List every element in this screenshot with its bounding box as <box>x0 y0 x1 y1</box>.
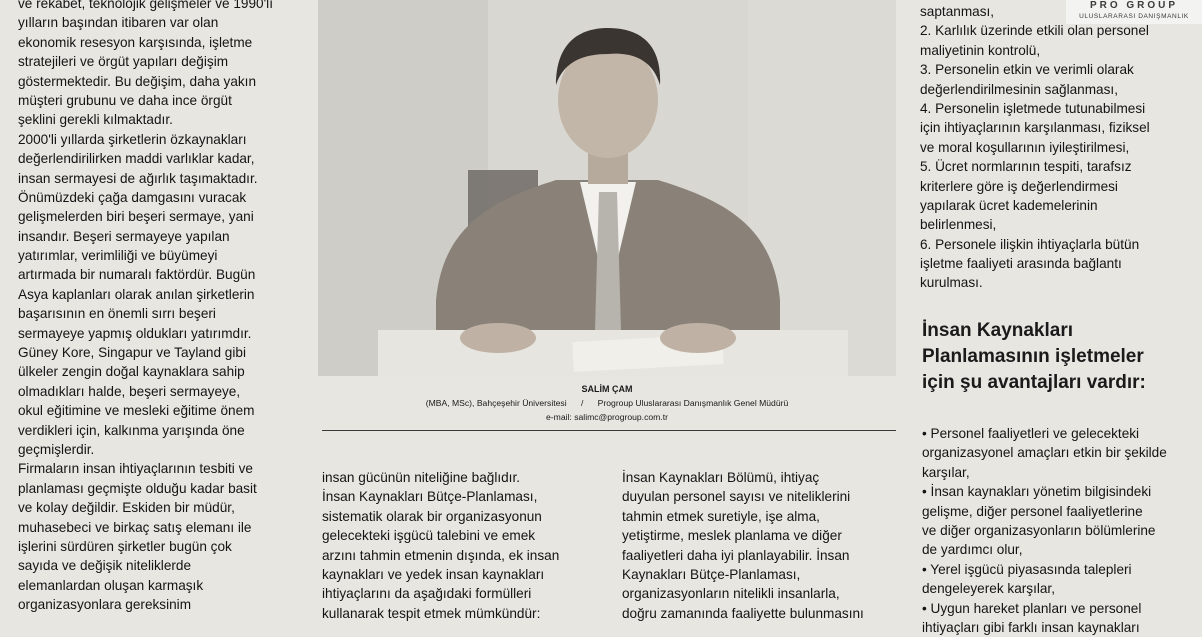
heading-line: Planlamasının işletmeler <box>922 346 1144 367</box>
text-line: sayıda ve değişik niteliklerde <box>18 558 192 574</box>
text-line: organizasyonlara gereksinim <box>18 597 192 613</box>
text-line: göstermektedir. Bu değişim, daha yakın <box>18 73 257 89</box>
caption-name: SALİM ÇAM <box>581 384 633 394</box>
text-line: verdikleri için, kalkınma yarışında öne <box>18 422 245 438</box>
text-line: saptanması, <box>920 4 995 19</box>
text-line: doğru zamanında faaliyette bulunmasını <box>622 605 864 621</box>
text-line: planlaması geçmişte olduğu kadar basit <box>18 480 257 496</box>
caption-credentials <box>318 396 896 410</box>
text-line: ülkeler zengin doğal kaynaklara sahip <box>18 364 245 380</box>
text-line: 4. Personelin işletmede tutunabilmesi <box>920 100 1146 116</box>
text-line: belirlenmesi, <box>920 217 997 233</box>
caption-position: Progroup Uluslararası Danışmanlık Genel Müdürü <box>597 398 789 408</box>
right-article-column <box>920 2 1200 293</box>
text-line: maliyetinin kontrolü, <box>920 42 1041 58</box>
text-line: İnsan Kaynakları Bütçe-Planlaması, <box>322 489 538 505</box>
text-line: müşteri grubunu ve daha ince örgüt <box>18 92 232 108</box>
text-line: değerlendirilmesinin sağlanması, <box>920 81 1118 97</box>
text-line: elemanlardan oluşan karmaşık <box>18 577 204 593</box>
text-line: 2. Karlılık üzerinde etkili olan personel <box>920 23 1149 39</box>
section-heading <box>922 318 1202 396</box>
advantages-list <box>922 424 1202 637</box>
text-line: kurulması. <box>920 275 983 291</box>
text-line: stratejileri ve örgüt yapıları değişim <box>18 54 229 70</box>
caption-education: (MBA, MSc), Bahçeşehir Üniversitesi <box>425 398 567 408</box>
text-line: gelecekteki işgücü talebini ve emek <box>322 528 536 544</box>
caption-divider <box>322 430 896 431</box>
logo-tagline: ULUSLARARASI DANIŞMANLIK <box>1079 13 1189 20</box>
text-line: Güney Kore, Singapur ve Tayland gibi <box>18 345 246 361</box>
text-line: insan sermayesi de ağırlık taşımaktadır. <box>18 170 258 186</box>
caption-email: e-mail: salimc@progroup.com.tr <box>546 412 668 422</box>
middle-article-column-2 <box>622 468 912 623</box>
list-line: • İnsan kaynakları yönetim bilgisindeki <box>922 484 1152 500</box>
text-line: Asya kaplanları olarak anılan şirketlerin <box>18 286 255 302</box>
text-line: başarısının en önemli sırrı beşeri <box>18 306 216 322</box>
text-line: değerlendirilirken maddi varlıklar kadar, <box>18 151 255 167</box>
list-line: • Personel faaliyetleri ve gelecekteki <box>922 426 1140 441</box>
text-line: tahmin etmek suretiyle, işe alma, <box>622 508 820 524</box>
heading-line: İnsan Kaynakları <box>922 320 1074 341</box>
text-line: ekonomik resesyon karşısında, işletme <box>18 34 253 50</box>
text-line: geçmişlerdir. <box>18 441 95 457</box>
text-line: yılların başından itibaren var olan <box>18 15 219 31</box>
text-line: 5. Ücret normlarının tespiti, tarafsız <box>920 159 1132 175</box>
text-line: muhasebeci ve birkaç satış elemanı ile <box>18 519 252 535</box>
list-line: ve diğer organizasyonların bölümlerine <box>922 522 1156 538</box>
text-line: insan gücünün niteliğine bağlıdır. <box>322 470 521 485</box>
text-line: ve moral koşullarının iyileştirilmesi, <box>920 139 1130 155</box>
caption-separator: / <box>580 398 584 408</box>
text-line: işlerini sürdüren şirketler bugün çok <box>18 538 232 554</box>
text-line: işletme faaliyeti arasında bağlantı <box>920 256 1122 272</box>
text-line: yapılarak ücret kademelerinin <box>920 197 1098 213</box>
text-line: okul eğitimine ve mesleki eğitime önem <box>18 403 255 419</box>
text-line: İnsan Kaynakları Bölümü, ihtiyaç <box>622 470 820 485</box>
text-line: kriterlere göre iş değerlendirmesi <box>920 178 1118 194</box>
text-line: sermayeye yapmış oldukları yatırımdır. <box>18 325 252 341</box>
list-line: de yardımcı olur, <box>922 542 1023 558</box>
text-line: şeklini gerekli kılmaktadır. <box>18 112 173 128</box>
text-line: kaynakları ve yedek insan kaynakları <box>322 566 545 582</box>
list-line: gelişme, diğer personel faaliyetlerine <box>922 503 1143 519</box>
middle-article-column-1 <box>322 468 612 623</box>
heading-line: için şu avantajları vardır: <box>922 372 1146 393</box>
text-line: Önümüzdeki çağa damgasını vuracak <box>18 189 247 205</box>
list-line: karşılar, <box>922 464 970 480</box>
text-line: ihtiyaçlarını da aşağıdaki formülleri <box>322 586 532 602</box>
text-line: organizasyonların nitelikli insanlarla, <box>622 586 840 602</box>
list-line: • Uygun hareket planları ve personel <box>922 600 1142 616</box>
left-article-column <box>18 0 308 615</box>
text-line: Firmaların insan ihtiyaçlarının tesbiti ve <box>18 461 253 477</box>
portrait-illustration <box>318 0 896 376</box>
list-line: • Yerel işgücü piyasasında talepleri <box>922 561 1132 577</box>
logo-wordmark: PRO GROUP <box>1089 0 1179 11</box>
text-line: Kaynakları Bütçe-Planlaması, <box>622 566 801 582</box>
text-line: yetiştirme, meslek planlama ve diğer <box>622 528 842 544</box>
list-line: dengeleyerek karşılar, <box>922 581 1055 597</box>
text-line: 3. Personelin etkin ve verimli olarak <box>920 62 1134 78</box>
list-line: organizasyonel amaçları etkin bir şekilde <box>922 445 1167 461</box>
text-line: sistematik olarak bir organizasyonun <box>322 508 542 524</box>
text-line: olmadıkları halde, beşeri sermayeye, <box>18 383 241 399</box>
text-line: artırmada bir numaralı faktördür. Bugün <box>18 267 256 283</box>
photo-caption <box>318 382 896 424</box>
text-line: ve kolay değildir. Eskiden bir müdür, <box>18 500 235 516</box>
text-line: insandır. Beşeri sermayeye yapılan <box>18 228 230 244</box>
text-line: faaliyetleri daha iyi planlayabilir. İnsan <box>622 547 850 563</box>
text-line: kullanarak tespit etmek mümkündür: <box>322 605 541 621</box>
text-line: duyulan personel sayısı ve niteliklerini <box>622 489 851 505</box>
text-line: gelişmelerden biri beşeri sermaye, yani <box>18 209 254 225</box>
text-line: 6. Personele ilişkin ihtiyaçlarla bütün <box>920 236 1140 252</box>
text-line: 2000'li yıllarda şirketlerin özkaynakları <box>18 131 247 147</box>
text-line: yatırımlar, verimliliği ve büyümeyi <box>18 248 218 264</box>
text-line: için ihtiyaçlarının karşılanması, fiziksel <box>920 120 1150 136</box>
text-line: arzını tahmin etmenin dışında, ek insan <box>322 547 560 563</box>
text-line: ve rekabet, teknolojik gelişmeler ve 1990'lı <box>18 0 273 11</box>
list-line: ihtiyaçları gibi farklı insan kaynakları <box>922 619 1140 635</box>
